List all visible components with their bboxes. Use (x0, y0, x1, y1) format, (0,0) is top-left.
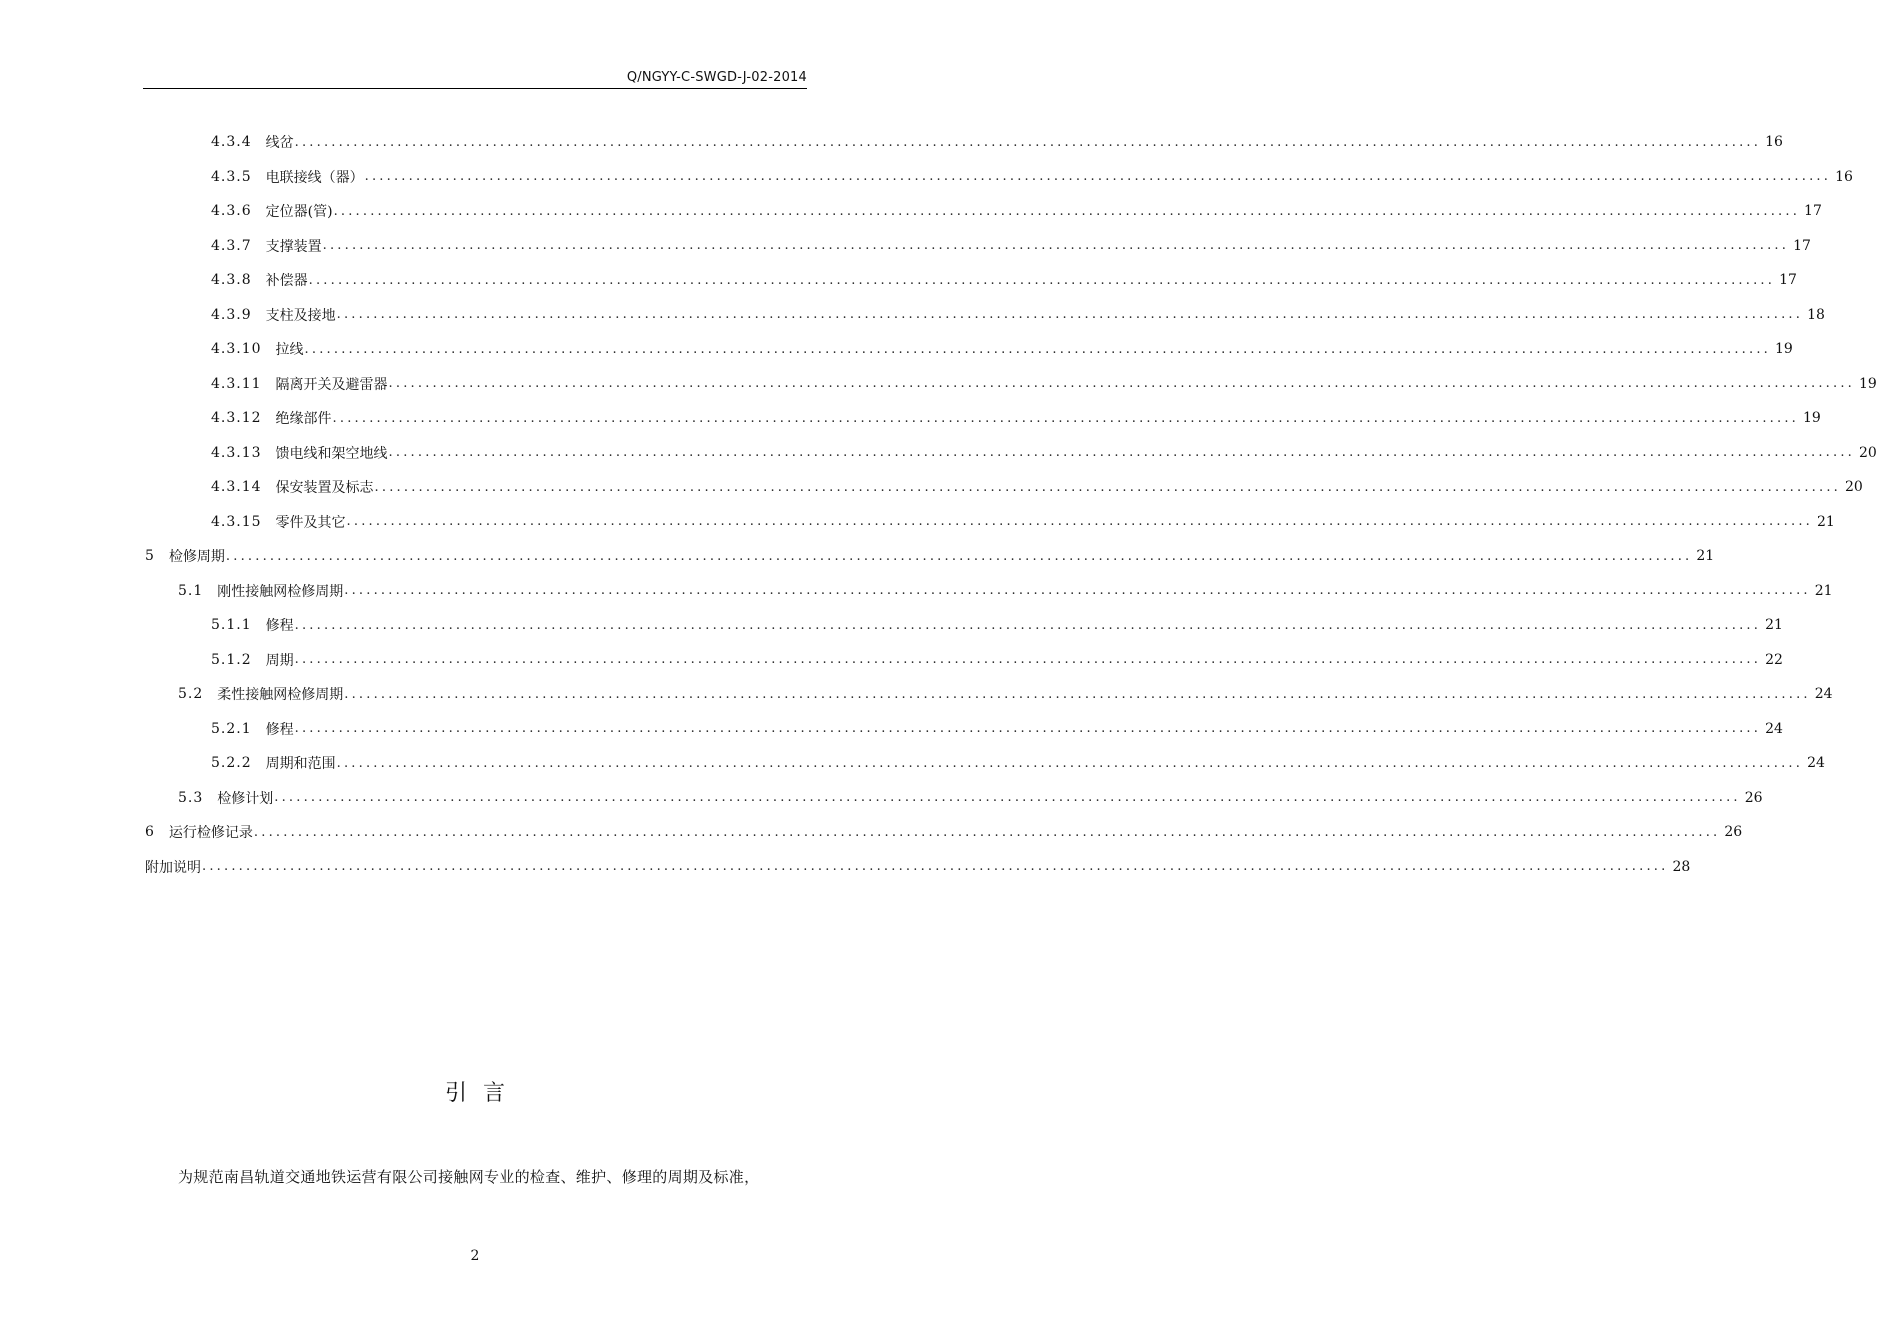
toc-dot-leader: ........................................................................................................................................................................................................ (346, 514, 1813, 530)
intro-paragraph: 为规范南昌轨道交通地铁运营有限公司接触网专业的检查、维护、修理的周期及标准， (178, 1168, 760, 1186)
toc-entry-title: 柔性接触网检修周期 (217, 687, 344, 704)
toc-entry-page: 26 (1724, 824, 1743, 841)
toc-entry-number: 5 (145, 548, 155, 565)
toc-entry-title: 附加说明 (145, 859, 201, 876)
toc-entry[interactable] (145, 781, 1763, 816)
toc-entry-title: 检修周期 (168, 549, 225, 566)
toc-entry-number: 5.1.1 (211, 617, 252, 634)
toc-dot-leader: ........................................................................................................................................................................................................ (388, 445, 1855, 461)
toc-entry-title: 支撑装置 (265, 238, 322, 255)
toc-dot-leader: ........................................................................................................................................................................................................ (388, 376, 1855, 392)
toc-entry-page: 19 (1775, 341, 1793, 358)
toc-entry-number: 4.3.8 (211, 272, 252, 289)
toc-entry-title: 线岔 (265, 135, 294, 152)
toc-entry[interactable] (145, 367, 1877, 402)
toc-entry-title: 检修计划 (217, 790, 274, 807)
toc-entry[interactable] (145, 850, 1691, 885)
toc-entry-number: 4.3.10 (211, 341, 262, 358)
toc-entry[interactable] (145, 229, 1811, 264)
toc-entry-page: 20 (1859, 444, 1877, 461)
toc-entry-title: 隔离开关及避雷器 (275, 376, 388, 393)
toc-entry-page: 19 (1859, 375, 1877, 392)
toc-entry[interactable] (145, 574, 1833, 609)
toc-entry-number: 4.3.4 (211, 134, 252, 151)
toc-entry-title: 保安装置及标志 (275, 480, 374, 497)
toc-dot-leader: ........................................................................................................................................................................................................ (344, 583, 1811, 599)
toc-entry-page: 21 (1814, 582, 1833, 599)
toc-entry[interactable] (145, 436, 1877, 471)
toc-entry-title: 馈电线和架空地线 (275, 445, 388, 462)
toc-entry-title: 定位器(管) (265, 204, 333, 221)
page-number: 2 (470, 1248, 480, 1264)
toc-dot-leader: ........................................................................................................................................................................................................ (333, 203, 1801, 219)
toc-entry-page: 17 (1779, 272, 1797, 289)
toc-entry-number: 4.3.9 (211, 306, 252, 323)
toc-entry-page: 24 (1814, 686, 1833, 703)
toc-entry-title: 周期 (265, 652, 294, 669)
toc-entry-title: 周期和范围 (265, 756, 336, 773)
toc-entry[interactable] (145, 677, 1833, 712)
toc-entry-number: 4.3.5 (211, 168, 252, 185)
toc-dot-leader: ........................................................................................................................................................................................................ (374, 479, 1841, 495)
toc-entry-title: 刚性接触网检修周期 (217, 583, 344, 600)
toc-entry-page: 28 (1672, 858, 1691, 875)
toc-entry-title: 修程 (265, 618, 294, 635)
toc-entry-page: 18 (1807, 306, 1825, 323)
toc-entry[interactable] (145, 298, 1825, 333)
toc-entry-title: 支柱及接地 (265, 307, 336, 324)
toc-entry[interactable] (145, 815, 1743, 850)
toc-entry-number: 4.3.13 (211, 444, 262, 461)
toc-dot-leader: ........................................................................................................................................................................................................ (304, 341, 1771, 357)
toc-entry-number: 4.3.15 (211, 513, 262, 530)
toc-dot-leader: ........................................................................................................................................................................................................ (225, 548, 1693, 564)
toc-entry[interactable] (145, 263, 1797, 298)
toc-dot-leader: ........................................................................................................................................................................................................ (294, 617, 1762, 633)
toc-entry[interactable] (145, 505, 1835, 540)
toc-dot-leader: ........................................................................................................................................................................................................ (336, 307, 1804, 323)
toc-entry-page: 22 (1765, 651, 1783, 668)
toc-dot-leader: ........................................................................................................................................................................................................ (202, 859, 1669, 875)
toc-entry[interactable] (145, 125, 1783, 160)
toc-entry-number: 4.3.7 (211, 237, 252, 254)
toc-entry-page: 16 (1765, 134, 1783, 151)
header-rule (143, 88, 807, 89)
toc-dot-leader: ........................................................................................................................................................................................................ (294, 721, 1762, 737)
toc-dot-leader: ........................................................................................................................................................................................................ (308, 272, 1776, 288)
toc-dot-leader: ........................................................................................................................................................................................................ (344, 686, 1811, 702)
toc-entry-page: 24 (1765, 720, 1783, 737)
toc-entry-title: 零件及其它 (275, 514, 346, 531)
toc-entry-page: 20 (1845, 479, 1863, 496)
toc-entry-number: 4.3.11 (211, 375, 262, 392)
toc-entry-page: 17 (1793, 237, 1811, 254)
toc-entry[interactable] (145, 746, 1825, 781)
toc-entry-title: 绝缘部件 (275, 411, 332, 428)
toc-entry-number: 6 (145, 824, 155, 841)
toc-entry[interactable] (145, 470, 1863, 505)
toc-entry-page: 21 (1696, 548, 1715, 565)
toc-dot-leader: ........................................................................................................................................................................................................ (332, 410, 1799, 426)
toc-entry[interactable] (145, 712, 1783, 747)
toc-dot-leader: ........................................................................................................................................................................................................ (294, 652, 1762, 668)
intro-title: 引言 (444, 1081, 521, 1106)
toc-entry-page: 24 (1807, 755, 1825, 772)
toc-entry-page: 21 (1765, 617, 1783, 634)
table-of-contents (145, 125, 1877, 884)
toc-entry-title: 修程 (265, 721, 294, 738)
toc-dot-leader: ........................................................................................................................................................................................................ (364, 169, 1832, 185)
toc-entry[interactable] (145, 332, 1793, 367)
toc-entry-number: 5.1 (178, 582, 204, 599)
toc-entry-number: 5.3 (178, 789, 204, 806)
toc-entry-number: 4.3.14 (211, 479, 262, 496)
toc-entry-page: 17 (1804, 203, 1822, 220)
toc-entry-number: 4.3.6 (211, 203, 252, 220)
toc-entry-page: 26 (1744, 789, 1763, 806)
toc-entry-page: 16 (1835, 168, 1853, 185)
toc-entry-title: 拉线 (275, 342, 304, 359)
toc-entry-number: 5.2 (178, 686, 204, 703)
toc-entry[interactable] (145, 643, 1783, 678)
toc-entry-number: 5.2.2 (211, 755, 252, 772)
toc-entry-number: 4.3.12 (211, 410, 262, 427)
toc-dot-leader: ........................................................................................................................................................................................................ (253, 824, 1721, 840)
toc-entry[interactable] (145, 160, 1853, 195)
toc-entry[interactable] (145, 194, 1822, 229)
toc-dot-leader: ........................................................................................................................................................................................................ (322, 238, 1790, 254)
document-code: Q/NGYY-C-SWGD-J-02-2014 (626, 70, 807, 85)
toc-entry-number: 5.1.2 (211, 651, 252, 668)
toc-entry-page: 19 (1803, 410, 1821, 427)
toc-entry-page: 21 (1817, 513, 1835, 530)
toc-entry-number: 5.2.1 (211, 720, 252, 737)
toc-entry[interactable] (145, 539, 1715, 574)
toc-dot-leader: ........................................................................................................................................................................................................ (336, 755, 1804, 771)
toc-entry-title: 运行检修记录 (168, 825, 253, 842)
toc-dot-leader: ........................................................................................................................................................................................................ (274, 790, 1741, 806)
toc-entry[interactable] (145, 401, 1821, 436)
toc-entry-title: 补偿器 (265, 273, 308, 290)
toc-dot-leader: ........................................................................................................................................................................................................ (294, 134, 1762, 150)
toc-entry[interactable] (145, 608, 1783, 643)
toc-entry-title: 电联接线（器） (265, 169, 364, 186)
